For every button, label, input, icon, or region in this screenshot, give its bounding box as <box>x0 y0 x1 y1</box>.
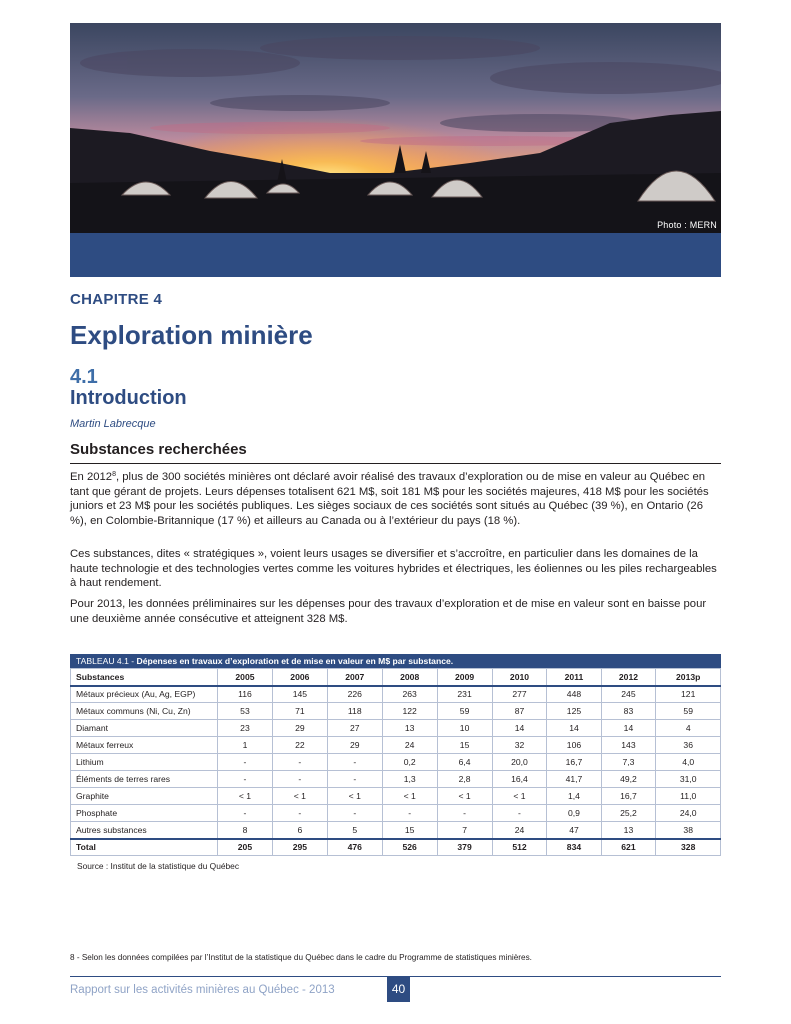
table-header-cell: 2009 <box>437 669 492 686</box>
table-cell: 41,7 <box>547 771 601 788</box>
table-cell: 29 <box>327 737 382 754</box>
chapter-title: Exploration minière <box>70 320 313 350</box>
section-number: 4.1 <box>70 366 98 388</box>
table-cell: 245 <box>601 686 656 703</box>
cover-photo <box>70 23 721 233</box>
table-cell: 145 <box>272 686 327 703</box>
table-cell: 1,3 <box>382 771 437 788</box>
table-cell: 0,2 <box>382 754 437 771</box>
table-caption-title: Dépenses en travaux d’exploration et de mise en valeur en M$ par substance. <box>136 656 454 666</box>
table-cell: 49,2 <box>601 771 656 788</box>
table-cell: - <box>218 771 273 788</box>
table-header-cell: 2006 <box>272 669 327 686</box>
table-cell: 25,2 <box>601 805 656 822</box>
table-cell: < 1 <box>492 788 547 805</box>
table-cell: 231 <box>437 686 492 703</box>
table-cell: 31,0 <box>656 771 721 788</box>
total-cell: 834 <box>547 839 601 856</box>
footnote-ref-8[interactable]: 8 <box>112 471 116 478</box>
table-row-label: Lithium <box>71 754 218 771</box>
total-label: Total <box>71 839 218 856</box>
total-cell: 295 <box>272 839 327 856</box>
table-cell: 6 <box>272 822 327 839</box>
table-cell: 7,3 <box>601 754 656 771</box>
paragraph-3: Pour 2013, les données préliminaires sur les dépenses pour des travaux d’exploration et de mise en valeur sont en baisse pour une deuxième année consécutive et atteignent 328 M$. <box>70 598 707 625</box>
table-header-cell: 2012 <box>601 669 656 686</box>
table-cell: 22 <box>272 737 327 754</box>
data-table <box>70 668 721 856</box>
table-cell: 13 <box>601 822 656 839</box>
subsection-rule <box>70 463 721 464</box>
table-row <box>71 754 721 771</box>
table-cell: 4,0 <box>656 754 721 771</box>
table-cell: 36 <box>656 737 721 754</box>
table-cell: 23 <box>218 720 273 737</box>
table-cell: 71 <box>272 703 327 720</box>
table-cell: - <box>272 754 327 771</box>
table-cell: - <box>492 805 547 822</box>
table-cell: 29 <box>272 720 327 737</box>
table-cell: 448 <box>547 686 601 703</box>
table-cell: 87 <box>492 703 547 720</box>
table-cell: 47 <box>547 822 601 839</box>
table-row-label: Métaux ferreux <box>71 737 218 754</box>
footer-report-title: Rapport sur les activités minières au Québec - 2013 <box>70 984 335 996</box>
footnote: 8 - Selon les données compilées par l’Institut de la statistique du Québec dans le cadre du Programme de statistiques minières. <box>70 953 532 962</box>
table-cell: - <box>218 754 273 771</box>
paragraph-2: Ces substances, dites « stratégiques », voient leurs usages se diversifier et s’accroître, en particulier dans les domaines de la haute technologie et des technologies vertes comme les voitures hybrides et électriques, les éoliennes ou les piles rechargeables à haut rendement. <box>70 548 717 589</box>
table-header-row <box>71 669 721 686</box>
author-name: Martin Labrecque <box>70 418 156 430</box>
table-cell: 13 <box>382 720 437 737</box>
table-cell: < 1 <box>437 788 492 805</box>
table-header-cell: Substances <box>71 669 218 686</box>
total-cell: 379 <box>437 839 492 856</box>
table-cell: 1 <box>218 737 273 754</box>
table-cell: 14 <box>547 720 601 737</box>
table-cell: 16,7 <box>547 754 601 771</box>
table-cell: 24,0 <box>656 805 721 822</box>
total-cell: 476 <box>327 839 382 856</box>
table-row-label: Autres substances <box>71 822 218 839</box>
table-cell: 53 <box>218 703 273 720</box>
table-cell: 118 <box>327 703 382 720</box>
table-cell: 122 <box>382 703 437 720</box>
total-cell: 512 <box>492 839 547 856</box>
table-cell: - <box>382 805 437 822</box>
table-cell: < 1 <box>382 788 437 805</box>
table-row <box>71 720 721 737</box>
table-cell: 2,8 <box>437 771 492 788</box>
table-cell: - <box>437 805 492 822</box>
table-cell: 5 <box>327 822 382 839</box>
table-cell: - <box>327 805 382 822</box>
table-cell: 263 <box>382 686 437 703</box>
table-cell: 14 <box>601 720 656 737</box>
table-cell: 226 <box>327 686 382 703</box>
table-row <box>71 822 721 839</box>
table-cell: 277 <box>492 686 547 703</box>
table-cell: 27 <box>327 720 382 737</box>
table-cell: 4 <box>656 720 721 737</box>
table-row <box>71 703 721 720</box>
table-cell: 121 <box>656 686 721 703</box>
paragraph-1-rest: , plus de 300 sociétés minières ont déclaré avoir réalisé des travaux d’exploration ou de mise en valeur au Québec en tant que gérant de projets. Leurs dépenses totalisent 621 M$, soit 181 M$ pour les sociétés majeures, 418 M$ pour les sociétés juniors et 23 M$ pour les sociétés publiques. Les sièges sociaux de ces sociétés sont situés au Québec (39 %), en Ontario (26 %), en Colombie-Britannique (17 %) et ailleurs au Canada ou à l’extérieur du pays (18 %). <box>70 471 709 527</box>
table-cell: < 1 <box>327 788 382 805</box>
expenditure-table <box>70 654 721 871</box>
table-cell: 125 <box>547 703 601 720</box>
section-title: Introduction <box>70 387 187 409</box>
table-cell: 38 <box>656 822 721 839</box>
table-header-cell: 2013p <box>656 669 721 686</box>
table-source: Source : Institut de la statistique du Québec <box>77 861 240 871</box>
paragraph-1-start: En 2012 <box>70 471 113 483</box>
table-cell: 10 <box>437 720 492 737</box>
table-header-cell: 2008 <box>382 669 437 686</box>
hero-banner <box>70 23 721 277</box>
table-row <box>71 805 721 822</box>
table-cell: 1,4 <box>547 788 601 805</box>
table-cell: - <box>272 805 327 822</box>
table-cell: 0,9 <box>547 805 601 822</box>
page-number: 40 <box>387 976 410 1002</box>
table-body <box>71 686 721 856</box>
total-cell: 621 <box>601 839 656 856</box>
table-row <box>71 737 721 754</box>
sunset-camp-photo <box>70 23 721 233</box>
table-cell: 24 <box>492 822 547 839</box>
table-cell: - <box>327 754 382 771</box>
table-cell: 143 <box>601 737 656 754</box>
table-row-label: Graphite <box>71 788 218 805</box>
table-caption-label: TABLEAU 4.1 - <box>76 656 137 666</box>
table-cell: 8 <box>218 822 273 839</box>
table-header-cell: 2005 <box>218 669 273 686</box>
table-row-label: Métaux communs (Ni, Cu, Zn) <box>71 703 218 720</box>
table-header-cell: 2010 <box>492 669 547 686</box>
table-cell: 32 <box>492 737 547 754</box>
table-row-label: Phosphate <box>71 805 218 822</box>
table-cell: 11,0 <box>656 788 721 805</box>
table-caption <box>70 654 721 668</box>
table-row <box>71 771 721 788</box>
chapter-label: CHAPITRE 4 <box>70 291 163 308</box>
table-cell: 16,7 <box>601 788 656 805</box>
table-cell: 59 <box>656 703 721 720</box>
table-cell: 15 <box>437 737 492 754</box>
total-cell: 526 <box>382 839 437 856</box>
table-row-label: Métaux précieux (Au, Ag, EGP) <box>71 686 218 703</box>
table-cell: 14 <box>492 720 547 737</box>
photo-credit: Photo : MERN <box>657 220 717 230</box>
table-cell: 106 <box>547 737 601 754</box>
table-cell: 24 <box>382 737 437 754</box>
table-row-label: Éléments de terres rares <box>71 771 218 788</box>
table-row-label: Diamant <box>71 720 218 737</box>
table-cell: - <box>218 805 273 822</box>
table-header-cell: 2011 <box>547 669 601 686</box>
total-cell: 328 <box>656 839 721 856</box>
table-row <box>71 686 721 703</box>
table-row <box>71 788 721 805</box>
table-cell: 7 <box>437 822 492 839</box>
table-cell: 15 <box>382 822 437 839</box>
total-cell: 205 <box>218 839 273 856</box>
subsection-title: Substances recherchées <box>70 441 247 458</box>
table-cell: 83 <box>601 703 656 720</box>
table-cell: < 1 <box>218 788 273 805</box>
table-cell: 116 <box>218 686 273 703</box>
table-total-row <box>71 839 721 856</box>
paragraph-1 <box>70 470 721 528</box>
table-cell: 16,4 <box>492 771 547 788</box>
table-cell: 20,0 <box>492 754 547 771</box>
table-cell: < 1 <box>272 788 327 805</box>
table-cell: 59 <box>437 703 492 720</box>
table-cell: - <box>327 771 382 788</box>
table-cell: - <box>272 771 327 788</box>
table-cell: 6,4 <box>437 754 492 771</box>
table-header-cell: 2007 <box>327 669 382 686</box>
